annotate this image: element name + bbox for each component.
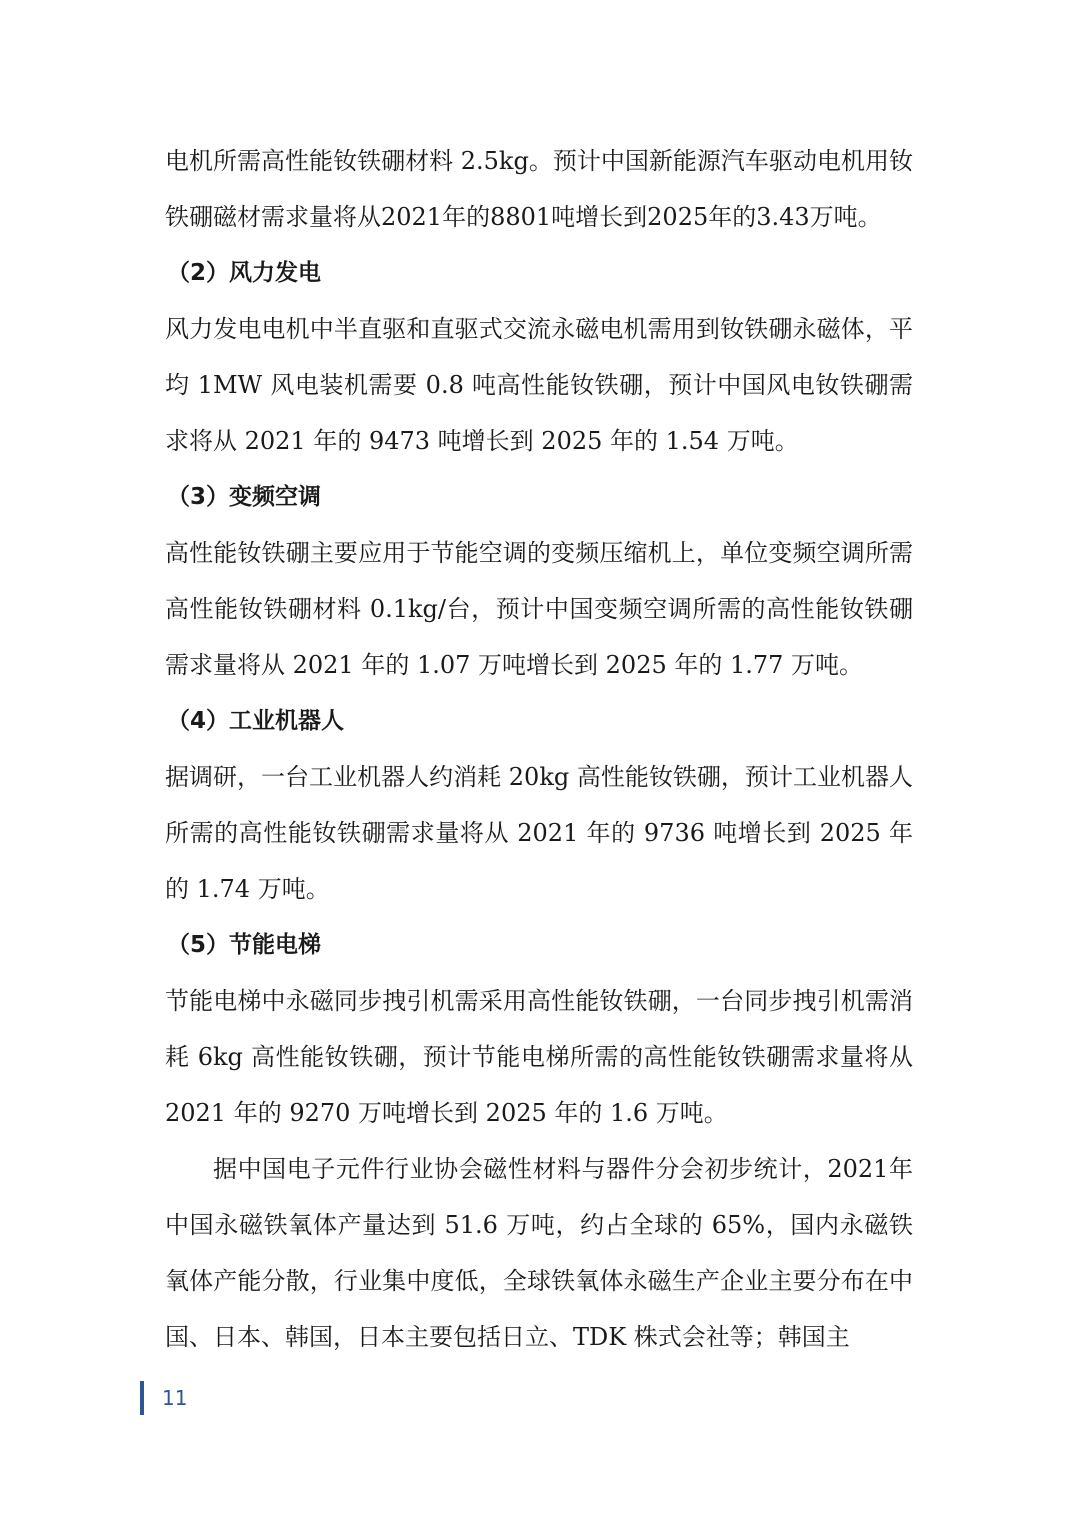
paragraph-wind-power: 风力发电电机中半直驱和直驱式交流永磁电机需用到钕铁硼永磁体，平均 1MW 风电装机需要 0.8 吨高性能钕铁硼，预计中国风电钕铁硼需求将从 2021 年的 9473 吨增长到 2025 年的 1.54 万吨。 [165,315,913,455]
heading-industrial-robot: （4）工业机器人 [167,708,345,734]
paragraph-ferrite-production: 据中国电子元件行业协会磁性材料与器件分会初步统计，2021年中国永磁铁氧体产量达到 51.6 万吨，约占全球的 65%，国内永磁铁氧体产能分散，行业集中度低，全球铁氧体永磁生产企业主要分布在中国、日本、韩国，日本主要包括日立、TDK 株式会社等；韩国主 [165,1155,913,1351]
paragraph-industrial-robot: 据调研，一台工业机器人约消耗 20kg 高性能钕铁硼，预计工业机器人所需的高性能钕铁硼需求量将从 2021 年的 9736 吨增长到 2025 年的 1.74 万吨。 [165,763,913,903]
heading-energy-saving-elevator: （5）节能电梯 [167,932,322,958]
page-content [165,133,913,1365]
paragraph-energy-saving-elevator: 节能电梯中永磁同步拽引机需采用高性能钕铁硼，一台同步拽引机需消耗 6kg 高性能钕铁硼，预计节能电梯所需的高性能钕铁硼需求量将从 2021 年的 9270 万吨增长到 2025 年的 1.6 万吨。 [165,987,913,1127]
paragraph-ev-demand: 电机所需高性能钕铁硼材料 2.5kg。预计中国新能源汽车驱动电机用钕铁硼磁材需求量将从2021年的8801吨增长到2025年的3.43万吨。 [165,147,913,231]
page-number: 11 [162,1386,188,1410]
paragraph-inverter-ac: 高性能钕铁硼主要应用于节能空调的变频压缩机上，单位变频空调所需高性能钕铁硼材料 0.1kg/台，预计中国变频空调所需的高性能钕铁硼需求量将从 2021 年的 1.07 万吨增长到 2025 年的 1.77 万吨。 [165,539,913,679]
heading-wind-power: （2）风力发电 [167,260,322,286]
heading-inverter-ac: （3）变频空调 [167,484,322,510]
footer-accent-bar [140,1381,144,1415]
page-footer [140,1381,187,1415]
